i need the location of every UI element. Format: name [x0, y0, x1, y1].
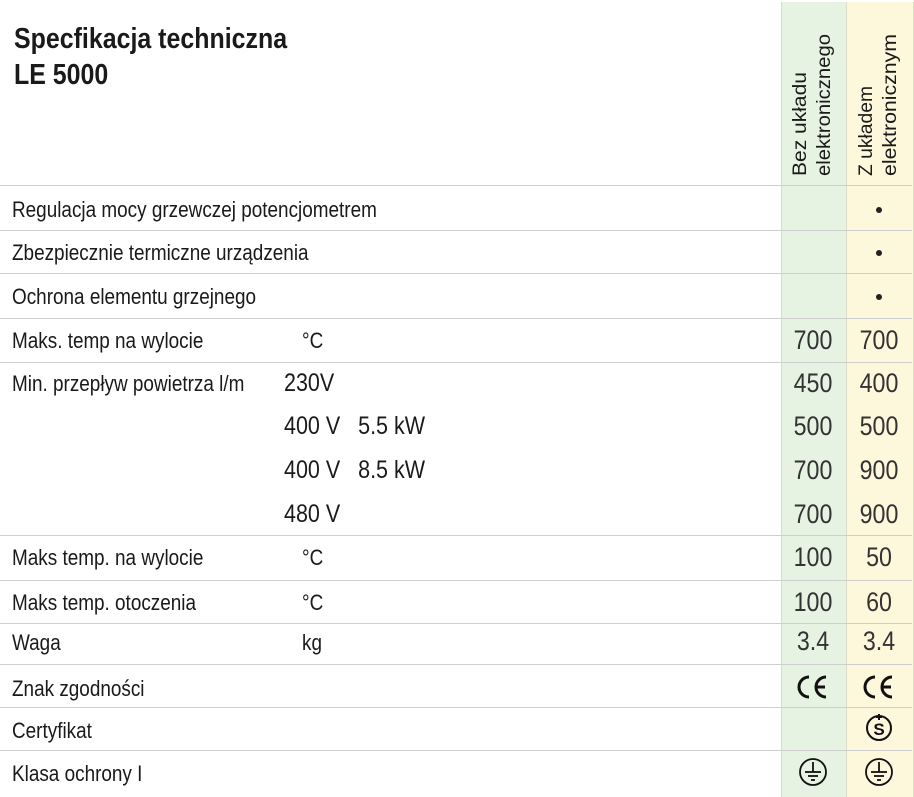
value-b: 900: [859, 455, 899, 485]
rule: [0, 318, 912, 319]
rule: [0, 273, 912, 274]
row-sub-label: 400 V 5.5 kW: [284, 412, 426, 440]
value-b: 400: [859, 368, 899, 398]
row-label: Zbezpiecznie termiczne urządzenia: [12, 240, 309, 265]
row-sub-label: 230V: [284, 369, 335, 397]
row-label: Waga: [12, 630, 61, 655]
rule: [0, 580, 912, 581]
row-label: Regulacja mocy grzewczej potencjometrem: [12, 197, 377, 222]
model-name: LE 5000: [14, 59, 109, 91]
value-a: 700: [793, 455, 833, 485]
value-b: 50: [866, 542, 892, 572]
value-a: 700: [793, 499, 833, 529]
value-a: 500: [793, 411, 833, 441]
column-header-b-line1: Z układem: [856, 87, 877, 176]
value-a: 450: [793, 368, 833, 398]
value-b: 500: [859, 411, 899, 441]
rule: [0, 750, 912, 751]
bullet-dot: [876, 207, 882, 213]
value-b: 900: [859, 499, 899, 529]
row-unit: °C: [302, 328, 324, 353]
value-a: 100: [793, 587, 833, 617]
s-mark-certificate-icon: [865, 712, 893, 747]
protective-earth-icon: [864, 757, 894, 792]
value-b: 3.4: [862, 626, 896, 656]
row-unit: kg: [302, 630, 322, 655]
bullet-dot: [876, 294, 882, 300]
row-label: Maks temp. otoczenia: [12, 590, 197, 615]
rule: [0, 230, 912, 231]
value-b: 60: [866, 587, 892, 617]
rule: [0, 664, 912, 665]
row-unit: °C: [302, 590, 324, 615]
row-label: Klasa ochrony I: [12, 761, 143, 786]
row-label: Ochrona elementu grzejnego: [12, 284, 257, 309]
value-b: 700: [859, 325, 899, 355]
row-label: Min. przepływ powietrza l/m: [12, 371, 245, 396]
row-label: Maks temp. na wylocie: [12, 545, 204, 570]
rule: [0, 535, 912, 536]
bullet-dot: [876, 250, 882, 256]
column-header-a-line2: elektronicznego: [814, 42, 835, 176]
column-header-b-line2: elektronicznym: [880, 49, 901, 176]
value-a: 100: [793, 542, 833, 572]
value-a: 700: [793, 325, 833, 355]
ce-mark-icon: [795, 674, 829, 705]
protective-earth-icon: [798, 757, 828, 792]
column-header-a-line1: Bez układu: [790, 81, 811, 176]
row-label: Maks. temp na wylocie: [12, 328, 204, 353]
column-header-b: [856, 34, 901, 176]
column-headers: [780, 0, 912, 186]
row-label: Certyfikat: [12, 718, 92, 743]
page-title: Specfikacja techniczna: [14, 23, 288, 55]
svg-text:S: S: [873, 720, 885, 739]
rule: [0, 707, 912, 708]
column-header-a: [790, 34, 835, 176]
value-a: 3.4: [796, 626, 830, 656]
row-sub-label: 400 V 8.5 kW: [284, 456, 426, 484]
rule: [0, 185, 912, 186]
ce-mark-icon: [861, 674, 895, 705]
row-label: Znak zgodności: [12, 676, 145, 701]
row-unit: °C: [302, 545, 324, 570]
rule: [0, 362, 912, 363]
row-sub-label: 480 V: [284, 500, 341, 528]
rule: [0, 623, 912, 624]
